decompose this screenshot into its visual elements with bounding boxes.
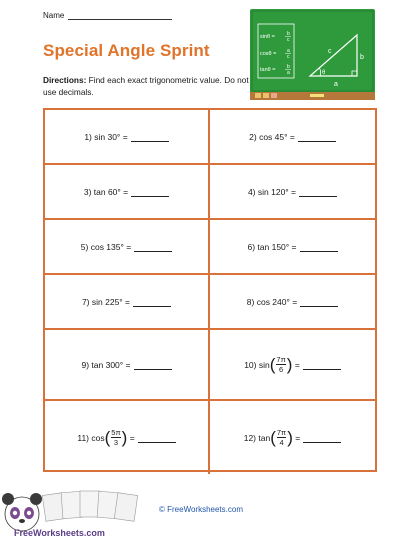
problem-expression: tan 300° =: [91, 359, 131, 370]
answer-blank[interactable]: [300, 297, 338, 307]
problem-cell: [210, 220, 375, 275]
formula-tan: tanθ =: [260, 67, 276, 73]
answer-blank[interactable]: [131, 187, 169, 197]
problem-number: 10): [244, 359, 257, 370]
answer-blank[interactable]: [299, 187, 337, 197]
equals-sign: =: [295, 432, 301, 443]
fraction-numerator: 7π: [276, 428, 287, 437]
problem-expression: cos 135° =: [90, 241, 132, 252]
answer-blank[interactable]: [300, 242, 338, 252]
problem-function: tan: [258, 432, 271, 443]
logo-text: FreeWorksheets.com: [14, 528, 105, 538]
directions-text: Find each exact trigonometric value. Do not use decimals.: [43, 75, 249, 97]
fraction-numerator: 5π: [111, 428, 121, 437]
answer-blank[interactable]: [133, 297, 171, 307]
equals-sign: =: [294, 359, 300, 370]
panda-mascot-icon: [2, 493, 42, 531]
problem-number: 6): [247, 241, 256, 252]
name-field: [43, 11, 172, 20]
problem-expression: sin 225° =: [91, 296, 131, 307]
directions: [43, 74, 258, 98]
triangle-label-b: b: [360, 54, 364, 61]
problem-expression: cos 240° =: [256, 296, 298, 307]
problem-number: 3): [83, 186, 92, 197]
fraction-numerator: 7π: [276, 355, 286, 364]
formula-cos-den: c: [287, 54, 290, 60]
problem-cell: 11) cos ( $\frac{5\pi}{3}$ ) =: [45, 401, 210, 474]
worksheet-thumbnails-icon: [42, 491, 137, 521]
site-logo: [0, 486, 160, 539]
fraction: [277, 428, 286, 447]
triangle-label-a: a: [334, 81, 338, 88]
answer-blank[interactable]: [131, 132, 169, 142]
problem-cell: [210, 165, 375, 220]
problem-number: 1): [84, 131, 92, 142]
triangle-label-theta: θ: [322, 70, 326, 76]
name-label: Name: [43, 11, 65, 20]
problem-number: 5): [80, 241, 89, 252]
problem-number: 8): [246, 296, 255, 307]
problem-cell: 12) tan ( $\frac{7\pi}{4}$ ) =: [210, 401, 375, 474]
problem-expression: tan 150° =: [257, 241, 297, 252]
equals-sign: =: [129, 432, 135, 443]
answer-blank[interactable]: [303, 360, 341, 370]
problem-cell: [45, 275, 210, 330]
problem-cell: [45, 220, 210, 275]
triangle-label-c: c: [328, 48, 332, 55]
chalkboard-image: [250, 9, 375, 104]
fraction-denominator: 4: [279, 438, 284, 447]
problem-expression: sin 30° =: [94, 131, 128, 142]
formula-cos-num: a: [287, 48, 290, 54]
formula-sin-den: c: [287, 37, 290, 43]
problem-number: 7): [81, 296, 90, 307]
problem-number: 11): [77, 432, 89, 443]
answer-blank[interactable]: [298, 132, 336, 142]
directions-label: Directions:: [43, 75, 87, 85]
problem-function: sin: [258, 359, 270, 370]
problem-cell: [210, 275, 375, 330]
formula-tan-den: a: [287, 70, 290, 76]
problem-number: 9): [81, 359, 90, 370]
name-line: [68, 11, 172, 20]
problem-number: 2): [249, 131, 257, 142]
problem-number: 4): [247, 186, 256, 197]
problem-grid: [43, 108, 377, 472]
fraction-denominator: 6: [279, 365, 284, 374]
problem-expression: cos 45° =: [259, 131, 295, 142]
fraction: [276, 355, 285, 374]
problem-cell: [210, 110, 375, 165]
answer-blank[interactable]: [303, 433, 341, 443]
formula-tan-num: b: [287, 64, 290, 70]
problem-expression: tan 60° =: [93, 186, 129, 197]
problem-number: 12): [243, 432, 257, 443]
fraction: [111, 428, 120, 447]
problem-function: cos: [91, 432, 105, 443]
formula-sin: sinθ =: [260, 34, 275, 40]
problem-cell: [45, 110, 210, 165]
formula-cos: cosθ =: [260, 51, 277, 57]
formula-sin-num: b: [287, 31, 290, 37]
problem-cell: [45, 330, 210, 401]
problem-cell: [45, 165, 210, 220]
page-title: Special Angle Sprint: [43, 41, 210, 60]
problem-expression: sin 120° =: [257, 186, 297, 197]
copyright-link[interactable]: © FreeWorksheets.com: [159, 505, 243, 514]
answer-blank[interactable]: [138, 433, 176, 443]
problem-cell: 10) sin ( $\frac{7\pi}{6}$ ) =: [210, 330, 375, 401]
fraction-denominator: 3: [113, 438, 119, 447]
answer-blank[interactable]: [134, 360, 172, 370]
answer-blank[interactable]: [134, 242, 172, 252]
